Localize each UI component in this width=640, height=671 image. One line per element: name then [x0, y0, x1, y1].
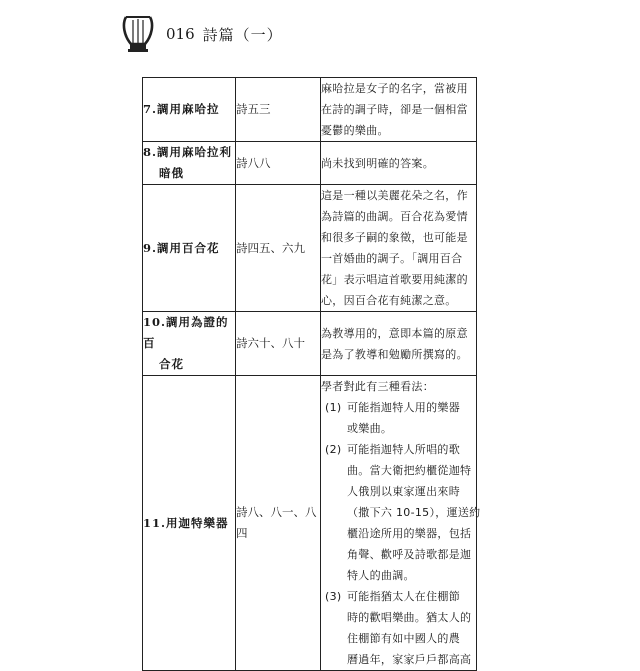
- option-item: [321, 586, 476, 670]
- description-line: 花」表示唱這首歌要用純潔的: [321, 273, 468, 286]
- scripture-ref-line: 詩八八: [236, 155, 271, 170]
- option-line: 人俄別以東家運出來時: [347, 485, 460, 498]
- option-number: (2): [325, 443, 342, 456]
- description-cell: [321, 78, 477, 142]
- option-line: 特人的曲調。: [347, 569, 415, 582]
- term-title-line: 11.用迦特樂器: [143, 515, 229, 530]
- option-body: [347, 397, 476, 439]
- page-number: 016: [166, 25, 195, 43]
- page-title: 詩篇（一）: [202, 25, 283, 44]
- description-line: 憂鬱的樂曲。: [321, 124, 389, 137]
- description-line: 為詩篇的曲調。百合花為愛情: [321, 210, 468, 223]
- music-terms-table: [142, 77, 481, 671]
- option-line: 角聲、歡呼及詩歌都是迦: [347, 548, 472, 561]
- term-title-line: 9.調用百合花: [143, 240, 220, 255]
- table-row: [143, 312, 477, 376]
- option-item: [321, 439, 481, 586]
- description-line: 這是一種以美麗花朵之名，作: [321, 189, 468, 202]
- scripture-ref-line: 詩四五、六九: [236, 240, 305, 255]
- option-item: [321, 397, 476, 439]
- description-line: 在詩的調子時，卻是一個相當: [321, 103, 468, 116]
- description-line: 是為了教導和勉勵所撰寫的。: [321, 347, 468, 361]
- option-line: （撒下六 10-15），運送約: [347, 506, 481, 519]
- term-title-line: 8.調用麻哈拉利: [143, 145, 233, 159]
- description-line: 為教導用的，意即本篇的原意: [321, 326, 468, 340]
- table-row: [143, 142, 477, 185]
- scripture-ref-cell: [236, 312, 321, 376]
- description-cell: [321, 142, 477, 185]
- description-cell: [321, 185, 477, 312]
- option-body: [347, 439, 480, 586]
- term-title-line: 10.調用為證的百: [143, 315, 229, 350]
- description-line: 心，因百合花有純潔之意。: [321, 294, 457, 307]
- scripture-ref-cell: [236, 142, 321, 185]
- term-title-cell: [143, 376, 236, 671]
- scripture-ref-line: 詩八、八一、八: [236, 505, 317, 519]
- scripture-ref-line: 四: [236, 526, 248, 540]
- option-number: (3): [325, 590, 342, 603]
- term-title-line: 7.調用麻哈拉: [143, 102, 220, 116]
- table-row: [143, 185, 477, 312]
- option-body: [347, 586, 476, 670]
- table-body: [143, 78, 481, 671]
- term-title-line: 合花: [159, 357, 184, 371]
- description-line: 和很多子嗣的象徵，也可能是: [321, 231, 468, 244]
- description-line: 一首婚曲的調子。「調用百合: [321, 252, 463, 265]
- option-line: 可能指迦特人用的樂器: [347, 401, 460, 414]
- term-title-cell: [143, 312, 236, 376]
- option-line: 住棚節有如中國人的農: [347, 632, 460, 645]
- term-title-cell: [143, 142, 236, 185]
- scripture-ref-cell: [236, 78, 321, 142]
- term-title-line: 暗俄: [159, 166, 184, 180]
- option-line: 或樂曲。: [347, 422, 393, 435]
- option-line: 曲。當大衛把約櫃從迦特: [347, 464, 472, 477]
- term-title-cell: [143, 78, 236, 142]
- lyre-icon: [120, 14, 156, 54]
- option-line: 曆過年，家家戶戶都高高: [347, 653, 472, 666]
- table-row: [143, 376, 477, 671]
- description-line: 麻哈拉是女子的名字，當被用: [321, 82, 468, 95]
- option-line: 可能指猶太人在住棚節: [347, 590, 460, 603]
- description-cell: [321, 376, 481, 671]
- scripture-ref-cell: [236, 376, 321, 671]
- page-header: [120, 14, 283, 54]
- option-line: 櫃沿途所用的樂器，包括: [347, 527, 472, 540]
- option-line: 可能指迦特人所唱的歌: [347, 443, 460, 456]
- scripture-ref-line: 詩五三: [236, 102, 271, 116]
- term-title-cell: [143, 185, 236, 312]
- scripture-ref-line: 詩六十、八十: [236, 336, 305, 350]
- table-row: [143, 78, 477, 142]
- option-number: (1): [325, 401, 342, 414]
- description-cell: [321, 312, 477, 376]
- scripture-ref-cell: [236, 185, 321, 312]
- description-line: 尚未找到明確的答案。: [321, 156, 434, 170]
- option-line: 時的歡唱樂曲。猶太人的: [347, 611, 472, 624]
- description-intro: 學者對此有三種看法：: [321, 380, 434, 393]
